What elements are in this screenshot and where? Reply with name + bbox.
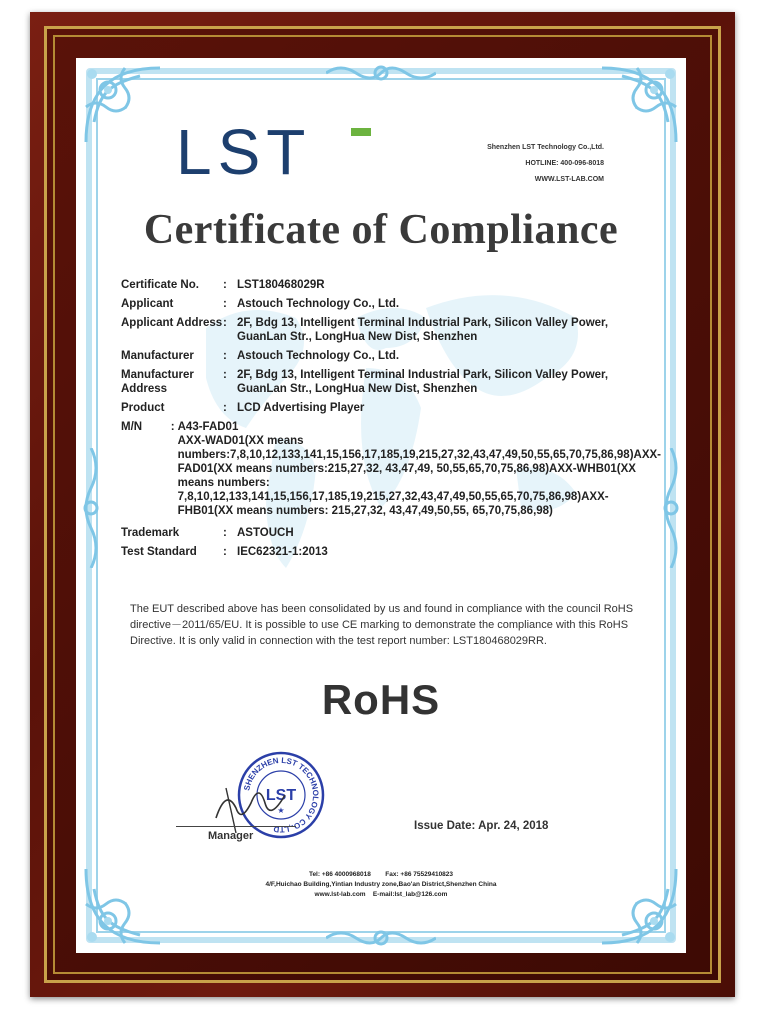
field-value: Astouch Technology Co., Ltd. (237, 350, 400, 362)
field-row: Test Standard : IEC62321-1:2013 (121, 545, 661, 559)
company-info (487, 140, 604, 188)
field-row: Trademark : ASTOUCH (121, 526, 661, 540)
field-label: Manufacturer Address (121, 369, 194, 395)
field-row: Manufacturer : Astouch Technology Co., Ltd. (121, 349, 661, 363)
bottom-ornament-icon (326, 927, 436, 949)
company-hotline: HOTLINE: 400-096-8018 (525, 160, 604, 167)
signature (206, 778, 296, 838)
corner-ornament-icon (80, 62, 170, 152)
signature-line (176, 826, 296, 827)
logo-text: LST (176, 116, 312, 188)
certificate-title: Certificate of Compliance (143, 207, 619, 253)
company-website: WWW.LST-LAB.COM (534, 176, 604, 183)
company-name: Shenzhen LST Technology Co.,Ltd. (487, 144, 604, 151)
footer-phone: Tel: +86 4000968018 Fax: +86 75529410823 (308, 871, 454, 878)
top-ornament-icon (326, 62, 436, 84)
logo-accent (351, 128, 371, 136)
field-row: Manufacturer Address : 2F, Bdg 13, Intelligent Terminal Industrial Park, Silicon Valley Power, GuanLan Str., LongHua New Dist, Shenzhen (121, 368, 661, 396)
rohs-mark: RoHS (321, 676, 441, 723)
field-label: Trademark (121, 527, 180, 539)
field-row: Applicant : Astouch Technology Co., Ltd. (121, 297, 661, 311)
field-row: Certificate No. : LST180468029R (121, 278, 661, 292)
side-ornament-icon (660, 448, 682, 568)
field-label: Test Standard (121, 546, 197, 558)
field-label: M/N (121, 421, 143, 433)
field-value: IEC62321-1:2013 (237, 546, 328, 558)
compliance-statement: The EUT described above has been consolidated by us and found in compliance with the council RoHS directive－2011/65/EU. It is possible to use CE marking to demonstrate the compliance with this RoHS Directive. It is only valid in connection with the test report number: LST180468029RR. (130, 603, 634, 647)
field-value: LCD Advertising Player (237, 402, 365, 414)
manager-label: Manager (208, 830, 254, 842)
seal-text: SHENZHEN LST TECHNOLOGY CO.,LTD (242, 755, 321, 835)
field-value: Astouch Technology Co., Ltd. (237, 298, 400, 310)
field-label: Certificate No. (121, 279, 199, 291)
certificate-fields (121, 278, 661, 564)
issue-date: Issue Date: Apr. 24, 2018 (414, 820, 549, 832)
side-ornament-icon (80, 448, 102, 568)
certificate-paper (76, 58, 686, 953)
field-value: 2F, Bdg 13, Intelligent Terminal Industrial Park, Silicon Valley Power, GuanLan Str., LongHua New Dist, Shenzhen (237, 369, 609, 395)
field-row: Applicant Address : 2F, Bdg 13, Intelligent Terminal Industrial Park, Silicon Valley Power, GuanLan Str., LongHua New Dist, Shenzhen (121, 316, 661, 344)
company-logo (176, 116, 312, 188)
footer-address: 4/F,Huichao Building,Yintian Industry zone,Bao'an District,Shenzhen China (265, 881, 497, 888)
field-row: Product : LCD Advertising Player (121, 401, 661, 415)
field-label: Manufacturer (121, 350, 194, 362)
field-value: 2F, Bdg 13, Intelligent Terminal Industrial Park, Silicon Valley Power, GuanLan Str., LongHua New Dist, Shenzhen (237, 317, 609, 343)
field-row: M/N : A43-FAD01 AXX-WAD01(XX means numbers:7,8,10,12,133,141,15,156,17,185,19,215,27,32,43,47,49,50,55,65,70,75,86,98)AXX-FAD01(XX means numbers:215,27,32, 43,47,49, 50,55,65,70,75,86,98)AXX-WHB01(XX means numbers: 7,8,10,12,133,141,15,156,17,185,19,215,27,32,43,47,49,50,55,65,70,75,86,98)AXX-FHB01(XX means numbers: 215,27,32, 43,47,49,50,55, 65,70,75,86,98) (121, 421, 661, 517)
field-label: Product (121, 402, 165, 414)
field-label: Applicant (121, 298, 174, 310)
footer-web: www.lst-lab.com E-mail:lst_lab@126.com (314, 891, 448, 898)
field-value: LST180468029R (237, 279, 325, 291)
field-label: Applicant Address (121, 317, 223, 329)
svg-text:★: ★ (277, 806, 285, 815)
corner-ornament-icon (592, 62, 682, 152)
field-value: A43-FAD01 AXX-WAD01(XX means numbers:7,8,10,12,133,141,15,156,17,185,19,215,27,32,43,47,49,50,55,65,70,75,86,98)AXX-FAD01(XX means numbers:215,27,32, 43,47,49, 50,55,65,70,75,86,98)AXX-WHB01(XX means numbers: 7,8,10,12,133,141,15,156,17,185,19,215,27,32,43,47,49,50,55,65,70,75,86,98)AXX-FHB01(XX means numbers: 215,27,32, 43,47,49,50,55, 65,70,75,86,98) (177, 421, 661, 517)
seal-logo: LST (265, 787, 297, 804)
footer-contact (76, 870, 686, 900)
field-value: ASTOUCH (237, 527, 294, 539)
